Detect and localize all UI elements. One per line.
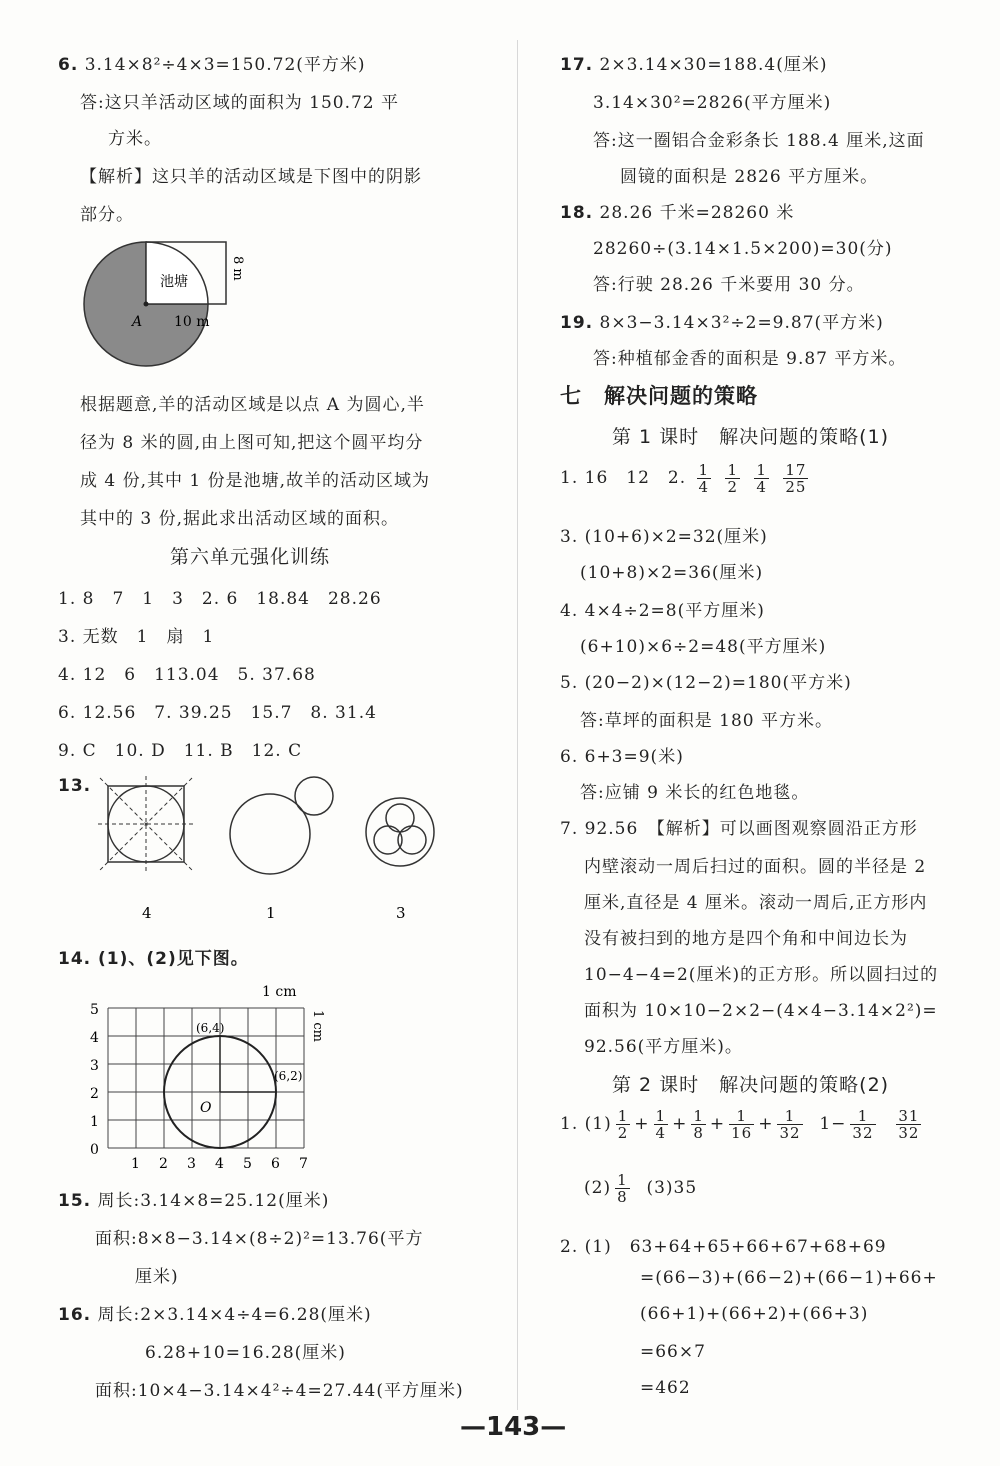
analysis-line1: 【解析】这只羊的活动区域是下图中的阴影 <box>80 167 422 187</box>
lesson2-answer-1-1: 1. (1) $\frac{1}{2}$ + $\frac{1}{4}$ + $\frac{1}{8}$ + $\frac{1}{16}$ + $\frac{1}{32}$ 1− $\frac{1}{32}$ $\frac{31}{32}$ <box>560 1107 920 1142</box>
point-label-2: (6,2) <box>274 1069 303 1083</box>
answer-19-line2: 答:种植郁金香的面积是 9.87 平方米。 <box>593 349 907 369</box>
side-length-label: 8 m <box>230 256 245 281</box>
lesson1-answer-7b: 内壁滚动一周后扫过的面积。圆的半径是 2 <box>584 857 927 877</box>
grid-figure <box>82 978 342 1174</box>
sheep-area-figure <box>76 236 266 376</box>
x-tick-7: 7 <box>299 1156 308 1172</box>
lesson2-answer-2d: =66×7 <box>640 1342 706 1362</box>
fraction: $\frac{1}{32}$ <box>852 1107 874 1142</box>
point-a-dot <box>144 302 149 307</box>
unit-title: 第六单元强化训练 <box>170 546 331 568</box>
point-label-1: (6,4) <box>196 1021 225 1035</box>
answer-16-line2: 6.28+10=16.28(厘米) <box>145 1343 346 1363</box>
answer-17-line4: 圆镜的面积是 2826 平方厘米。 <box>620 167 879 187</box>
lesson1-answer-7c: 厘米,直径是 4 厘米。滚动一周后,正方形内 <box>584 893 928 913</box>
answer-19-line1: 19. 8×3−3.14×3²÷2=9.87(平方米) <box>560 313 884 333</box>
answer-18-line2: 28260÷(3.14×1.5×200)=30(分) <box>593 239 893 259</box>
pond-quarter <box>146 242 208 304</box>
lesson2-title: 第 2 课时 解决问题的策略(2) <box>612 1074 890 1096</box>
x-tick-3: 3 <box>187 1156 196 1172</box>
lesson1-answer-4a: 4. 4×4÷2=8(平方厘米) <box>560 601 765 621</box>
figure13-label-b: 1 <box>266 904 276 922</box>
answers-9-12: 9. C 10. D 11. B 12. C <box>58 741 303 761</box>
x-tick-2: 2 <box>159 1156 168 1172</box>
lesson1-answer-7a: 7. 92.56 【解析】可以画图观察圆沿正方形 <box>560 819 918 839</box>
answer-13-num: 13. <box>58 776 92 796</box>
answer-16-line3: 面积:10×4−3.14×4²÷4=27.44(平方厘米) <box>95 1381 464 1401</box>
lesson1-answer-5a: 5. (20−2)×(12−2)=180(平方米) <box>560 673 852 693</box>
lesson1-answer-4b: (6+10)×6÷2=48(平方厘米) <box>580 637 827 657</box>
answer-18-line3: 答:行驶 28.26 千米要用 30 分。 <box>593 275 865 295</box>
y-tick-5: 5 <box>90 1002 99 1018</box>
answer-17-line2: 3.14×30²=2826(平方厘米) <box>593 93 832 113</box>
answer-15-line1: 15. 周长:3.14×8=25.12(厘米) <box>58 1191 330 1211</box>
lesson1-answer-7e: 10−4−4=2(厘米)的正方形。所以圆扫过的 <box>584 965 939 985</box>
answer-15-line2: 面积:8×8−3.14×(8÷2)²=13.76(平方 <box>95 1229 424 1249</box>
lesson1-answer-5b: 答:草坪的面积是 180 平方米。 <box>580 711 833 731</box>
radius-label: 10 m <box>174 314 210 330</box>
lesson1-title: 第 1 课时 解决问题的策略(1) <box>612 426 890 448</box>
x-tick-1: 1 <box>131 1156 140 1172</box>
unit-h-label: 1 cm <box>262 984 297 1000</box>
answer-17-line1: 17. 2×3.14×30=188.4(厘米) <box>560 55 828 75</box>
point-a-label: A <box>132 314 143 330</box>
fraction: $\frac{1}{8}$ <box>617 1171 628 1206</box>
y-tick-4: 4 <box>90 1030 99 1046</box>
lesson1-answer-7f: 面积为 10×10−2×2−(4×4−3.14×2²)= <box>584 1001 938 1021</box>
fraction: $\frac{1}{2}$ <box>727 461 739 496</box>
pond-label: 池塘 <box>160 274 188 290</box>
lesson1-answer-6a: 6. 6+3=9(米) <box>560 747 684 767</box>
x-tick-6: 6 <box>271 1156 280 1172</box>
explain-line1: 根据题意,羊的活动区域是以点 A 为圆心,半 <box>80 395 425 415</box>
answers-1-2: 1. 8 7 1 3 2. 6 18.84 28.26 <box>58 589 382 609</box>
fraction: $\frac{1}{8}$ <box>693 1107 704 1142</box>
lesson2-answer-1-2: (2) $\frac{1}{8}$ (3)35 <box>584 1171 698 1206</box>
column-divider <box>517 40 518 1410</box>
x-tick-5: 5 <box>243 1156 252 1172</box>
answers-4-5: 4. 12 6 113.04 5. 37.68 <box>58 665 316 685</box>
figure13-label-a: 4 <box>142 904 152 922</box>
y-tick-2: 2 <box>90 1086 99 1102</box>
answer-16-line1: 16. 周长:2×3.14×4÷4=6.28(厘米) <box>58 1305 372 1325</box>
unit-v-label: 1 cm <box>310 1010 325 1043</box>
lesson1-answer-3b: (10+8)×2=36(厘米) <box>580 563 764 583</box>
page-number: —143— <box>460 1412 567 1442</box>
answer-6-line2: 答:这只羊活动区域的面积为 150.72 平 <box>80 93 400 113</box>
answer-6-line1: 6. 3.14×8²÷4×3=150.72(平方米) <box>58 55 366 75</box>
answer-18-line1: 18. 28.26 千米=28260 米 <box>560 203 795 223</box>
y-tick-1: 1 <box>90 1114 99 1130</box>
chapter-title: 七 解决问题的策略 <box>560 384 758 408</box>
answers-3: 3. 无数 1 扇 1 <box>58 627 215 647</box>
lesson1-answer-7g: 92.56(平方厘米)。 <box>584 1037 743 1057</box>
fraction: $\frac{17}{25}$ <box>785 461 807 496</box>
answer-6-line3: 方米。 <box>108 129 162 149</box>
symmetry-figures <box>90 776 470 926</box>
analysis-line2: 部分。 <box>80 205 134 225</box>
x-tick-4: 4 <box>215 1156 224 1172</box>
answer-14: 14. (1)、(2)见下图。 <box>58 949 249 969</box>
y-tick-3: 3 <box>90 1058 99 1074</box>
answer-15-line3: 厘米) <box>135 1267 179 1287</box>
answer-17-line3: 答:这一圈铝合金彩条长 188.4 厘米,这面 <box>593 131 925 151</box>
fraction: $\frac{1}{2}$ <box>617 1107 629 1142</box>
fraction: $\frac{1}{32}$ <box>779 1107 801 1142</box>
lesson2-answer-2c: (66+1)+(66+2)+(66+3) <box>640 1304 869 1324</box>
lesson1-answer-7d: 没有被扫到的地方是四个角和中间边长为 <box>584 929 908 949</box>
explain-line4: 其中的 3 份,据此求出活动区域的面积。 <box>80 509 400 529</box>
lesson1-answer-6b: 答:应铺 9 米长的红色地毯。 <box>580 783 810 803</box>
lesson1-answer-3a: 3. (10+6)×2=32(厘米) <box>560 527 768 547</box>
fraction: $\frac{1}{4}$ <box>655 1107 667 1142</box>
lesson2-answer-2a: 2. (1) 63+64+65+66+67+68+69 <box>560 1237 887 1257</box>
origin-label: O <box>200 1100 212 1116</box>
fraction: $\frac{1}{16}$ <box>731 1107 753 1142</box>
fraction: $\frac{31}{32}$ <box>898 1107 920 1142</box>
three-circles-figure <box>366 798 434 866</box>
fraction: $\frac{1}{4}$ <box>756 461 767 496</box>
square-circle-figure <box>98 776 194 872</box>
lesson2-answer-2b: =(66−3)+(66−2)+(66−1)+66+ <box>640 1268 938 1288</box>
lesson1-answers-1-2: 1. 16 12 2. $\frac{1}{4}$ $\frac{1}{2}$ $\frac{1}{4}$ $\frac{17}{25}$ <box>560 461 807 496</box>
figure13-label-c: 3 <box>396 904 406 922</box>
lesson2-answer-2e: =462 <box>640 1378 691 1398</box>
explain-line3: 成 4 份,其中 1 份是池塘,故羊的活动区域为 <box>80 471 431 491</box>
two-circles-figure <box>230 777 333 874</box>
explain-line2: 径为 8 米的圆,由上图可知,把这个圆平均分 <box>80 433 424 453</box>
fraction: $\frac{1}{4}$ <box>698 461 710 496</box>
answers-6-8: 6. 12.56 7. 39.25 15.7 8. 31.4 <box>58 703 377 723</box>
y-tick-0: 0 <box>90 1142 99 1158</box>
